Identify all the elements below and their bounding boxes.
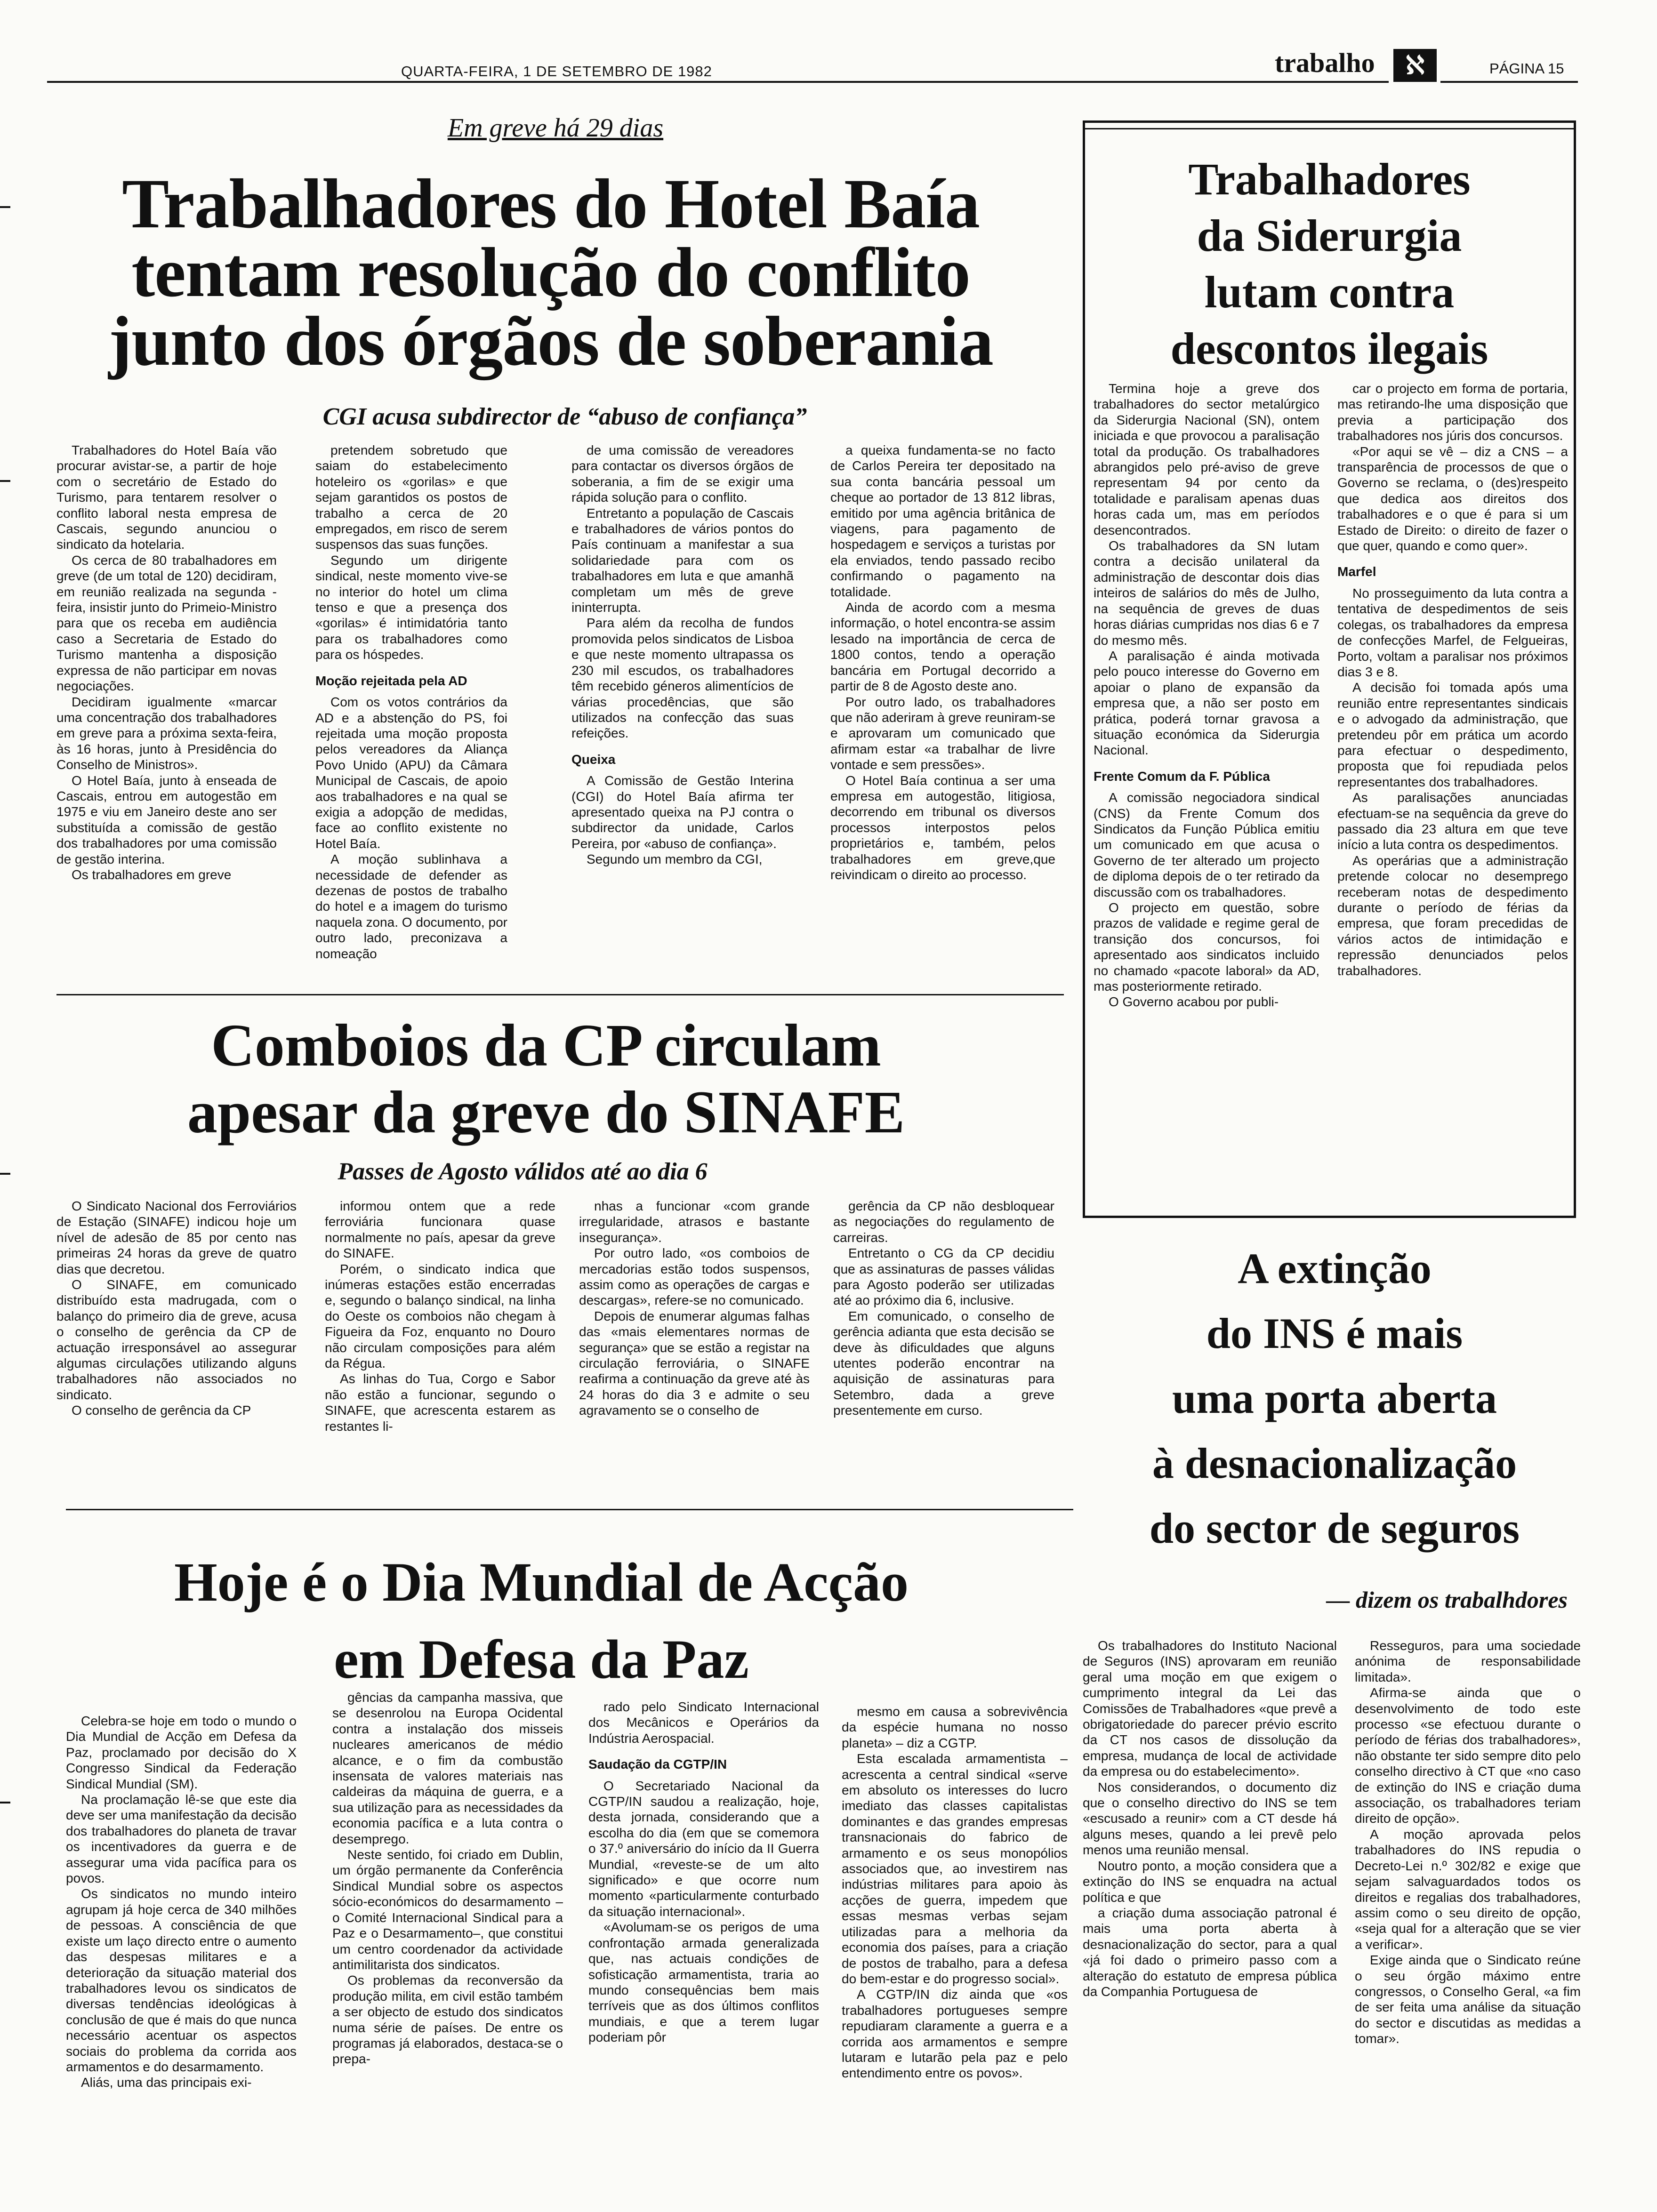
hotel-col-4 <box>830 442 1055 979</box>
paragraph: As linhas do Tua, Corgo e Sabor não estão a funcionar, segundo o SINAFE, que acrescenta estarem as restantes li- <box>325 1371 555 1434</box>
ins-deck: — dizem os trabalhdores <box>1326 1587 1568 1613</box>
siderurgia-col-2 <box>1337 381 1568 1209</box>
paragraph: Trabalhadores <box>1188 154 1471 204</box>
paragraph: pretendem sobretudo que saiam do estabelecimento hoteleiro os «gorilas» e que sejam garantidos os postos de trabalho a cerca de 20 empregados, em risco de serem suspensos das suas funções. <box>315 443 507 552</box>
paragraph: As paralisações anunciadas efectuam-se na sequência da greve do passado dia 23 altura em que teve início a luta contra os despedimentos. <box>1337 790 1568 852</box>
section-rule <box>66 1509 1073 1510</box>
hotel-col-2 <box>315 442 507 979</box>
paragraph: Os trabalhadores do Instituto Nacional de Seguros (INS) aprovaram em reunião geral uma moção em que exigem o cumprimento integral da Lei das Comissões de Trabalhadores «que prevê a obrigatoriedade do parecer prévio escrito da CT nos casos de dissolução da empresa, mudança de local de actividade da empresa ou do estabelecimento». <box>1083 1638 1337 1779</box>
paz-col-4 <box>842 1704 1068 2193</box>
hotel-deck: CGI acusa subdirector de “abuso de confiança” <box>322 403 807 430</box>
comboios-deck: Passes de Agosto válidos até ao dia 6 <box>338 1158 708 1185</box>
paragraph: a queixa fundamenta-se no facto de Carlos Pereira ter depositado na sua conta bancária pessoal um cheque ao portador de 13 812 libras, emitido por uma agência britânica de viagens, para pagamento de hospedagem e serviços a turistas por ela enviados, tendo passado recibo confirmando o pagamento na totalidade. <box>830 443 1055 599</box>
paragraph: Na proclamação lê-se que este dia deve ser uma manifestação da decisão dos trabalhadores do planeta de travar os incentivadores da guerra e de assegurar uma vida pacífica para os povos. <box>66 1792 297 1886</box>
paragraph: No prosseguimento da luta contra a tentativa de despedimentos de seis colegas, os trabalhadores da empresa de confecções Marfel, de Felgueiras, Porto, voltam a paralisar nos próximos dias 3 e 8. <box>1337 585 1568 679</box>
paragraph: Trabalhadores do Hotel Baía vão procurar avistar-se, a partir de hoje com o secretário de Estado do Turismo, para tentarem resolver o conflito laboral nesta empresa de Cascais, segundo anunciou o sindicato da hotelaria. <box>56 443 277 552</box>
paragraph: nhas a funcionar «com grande irregularidade, atrasos e bastante insegurança». <box>579 1199 810 1245</box>
paragraph: gerência da CP não desbloquear as negociações do regulamento de carreiras. <box>833 1199 1054 1245</box>
date-line: QUARTA-FEIRA, 1 DE SETEMBRO DE 1982 <box>401 63 712 80</box>
paz-col-2 <box>332 1690 563 2193</box>
paz-col-3 <box>588 1699 819 2193</box>
subhead-frente-comum: Frente Comum da F. Pública <box>1094 769 1270 784</box>
box-inner-rule <box>1085 123 1574 129</box>
paragraph: Nos considerandos, o documento diz que o conselho directivo do INS se tem «escusado a reunir» com a CT desde há alguns meses, quando a lei prevê pelo menos uma reunião mensal. <box>1083 1779 1337 1858</box>
paragraph: Os trabalhadores da SN lutam contra a decisão unilateral da administração de descontar dois dias inteiros de salários do mês de Julho, na sequência de greves de duas horas diárias cumpridas nos dias 6 e 7 do mesmo mês. <box>1094 538 1319 648</box>
paragraph: car o projecto em forma de portaria, mas retirando-lhe uma disposição que previa a participação dos trabalhadores nos júris dos concursos. <box>1337 381 1568 443</box>
paragraph: Esta escalada armamentista – acrescenta a central sindical «serve em absoluto os interesses do lucro imediato das classes capitalistas dominantes e das grandes empresas transnacionais do fabrico de armamento e os seus monopólios associados que, ao investirem nas indústrias militares para apoio às acções de guerra, impedem que essas mesmas verbas sejam utilizadas para a melhoria da economia dos países, para a criação de postos de trabalho, para a defesa do bem-estar e do progresso social». <box>842 1751 1068 1986</box>
paragraph: Decidiram igualmente «marcar uma concentração dos trabalhadores em greve para a próxima sexta-feira, às 16 horas, junto à Presidência do Conselho de Ministros». <box>56 694 277 772</box>
paragraph: uma porta aberta <box>1172 1374 1497 1422</box>
paragraph: Celebra-se hoje em todo o mundo o Dia Mundial de Acção em Defesa da Paz, proclamado por decisão do X Congresso Sindical da Federação Sindical Mundial (SM). <box>66 1714 297 1791</box>
paragraph: Segundo um dirigente sindical, neste momento vive-se no interior do hotel um clima tenso e que a presença dos «gorilas» é intimidatória tanto para os trabalhadores como para os hóspedes. <box>315 553 507 662</box>
paragraph: Afirma-se ainda que o desenvolvimento de todo este processo «se efectuou durante o período de férias dos trabalhadores», não obstante ter sido sempre dito pelo conselho directivo à CT que «no caso de extinção do INS e criação duma associação, os trabalhadores teriam direito de opção». <box>1355 1685 1581 1826</box>
paragraph: A moção sublinhava a necessidade de defender as dezenas de postos de trabalho do hotel e a imagem do turismo naquela zona. O documento, por outro lado, preconizava a nomeação <box>315 852 507 961</box>
comboios-article <box>0 1002 1083 1501</box>
subhead-saudacao-cgtp: Saudação da CGTP/IN <box>588 1757 727 1772</box>
paragraph: A moção aprovada pelos trabalhadores do INS repudia o Decreto-Lei n.º 302/82 e exige que sejam salvaguardados todos os direitos e regalias dos trabalhadores, assim como o seu direito de opção, «seja qual for a alteração que se vier a verificar». <box>1355 1827 1581 1952</box>
paragraph: Os sindicatos no mundo inteiro agrupam já hoje cerca de 340 milhões de pessoas. A consciência de que existe um laço directo entre o aumento das despesas militares e a deterioração da situação material dos trabalhadores levou os sindicatos de diversas tendências ideológicas à conclusão de que é mais do que nunca necessário acentuar os aspectos sociais do problema da corrida aos armamentos e do desarmamento. <box>66 1886 297 2074</box>
paragraph: Porém, o sindicato indica que inúmeras estações estão encerradas e, segundo o balanço sindical, na linha do Oeste os comboios não chegam à Figueira da Foz, enquanto no Douro não circulam composições para além da Régua. <box>325 1261 555 1371</box>
paragraph: Segundo um membro da CGI, <box>587 852 763 867</box>
paragraph: O Secretariado Nacional da CGTP/IN saudou a realização, hoje, desta jornada, considerando que a escolha do dia (em que se comemora o 37.º aniversário do início da II Guerra Mundial, «reveste-se de um alto significado» e que ocorre num momento «particularmente conturbado da situação internacional». <box>588 1778 819 1919</box>
page-number: PÁGINA 15 <box>1489 60 1564 77</box>
hotel-col-1 <box>56 442 277 979</box>
paragraph: do sector de seguros <box>1149 1504 1520 1552</box>
paragraph: O SINAFE, em comunicado distribuído esta madrugada, com o balanço do primeiro dia de greve, acusa o conselho de gerência da CP de actuação irresponsável ao assegurar algumas circulações utilizando alguns trabalhadores não associados no sindicato. <box>56 1277 297 1402</box>
paragraph: Trabalhadores do Hotel Baía <box>122 165 980 243</box>
paragraph: Noutro ponto, a moção considera que a extinção do INS se enquadra na actual política e que <box>1083 1858 1337 1905</box>
paragraph: Termina hoje a greve dos trabalhadores do sector metalúrgico da Siderurgia Nacional (SN), ontem iniciada e que provocou a paralisação total da produção. Os trabalhadores abrangidos pelo pré-aviso de greve representam 94 por cento da totalidade e paralisam apenas duas horas cada um, mas em períodos desencontrados. <box>1094 381 1319 537</box>
section-rule <box>56 994 1064 995</box>
paper-name: trabalho <box>1275 48 1375 78</box>
comboios-col-1 <box>56 1198 297 1490</box>
paragraph: da Siderurgia <box>1197 210 1462 261</box>
paragraph: Os cerca de 80 trabalhadores em greve (de um total de 120) decidiram, em reunião realizada na segunda - feira, insistir junto do Primeio-Ministro para que os receba em audiência caso a Secretaria de Estado do Turismo mantenha a disposição expressa de não participar em novas negociações. <box>56 553 277 694</box>
paragraph: A extinção <box>1238 1244 1432 1292</box>
paragraph: em Defesa da Paz <box>334 1628 749 1690</box>
paragraph: «Avolumam-se os perigos de uma confrontação armada generalizada que, nas actuais condições de sofisticação armamentista, traria ao mundo consequências bem mais terríveis que as dos últimos conflitos mundiais, e que a terem lugar poderiam pôr <box>588 1920 819 2045</box>
subhead-marfel: Marfel <box>1337 564 1376 579</box>
paragraph: O Hotel Baía, junto à enseada de Cascais, entrou em autogestão em 1975 e viu em Janeiro deste ano ser substituída a comissão de gestão dos trabalhadores por uma comissão de gestão interina. <box>56 773 277 866</box>
paragraph: A CGTP/IN diz ainda que «os trabalhadores portugueses sempre repudiaram claramente a guerra e a corrida aos armamentos e sempre lutaram e lutarão pela paz e pelo entendimento entre os povos». <box>842 1987 1068 2081</box>
paragraph: Depois de enumerar algumas falhas das «mais elementares normas de segurança» que se estão a registar na circulação ferroviária, o SINAFE reafirma a continuação da greve até às 24 horas do dia 3 e admite o seu agravamento se o conselho de <box>579 1308 810 1418</box>
paragraph: Para além da recolha de fundos promovida pelos sindicatos de Lisboa e que neste momento ultrapassa os 230 mil escudos, os trabalhadores têm recebido géneros alimentícios de várias procedências, que são utilizados na confecção das suas refeições. <box>571 616 794 741</box>
hotel-col-3 <box>571 442 794 979</box>
comboios-col-3 <box>579 1198 810 1490</box>
siderurgia-headline <box>1094 151 1564 377</box>
hotel-kicker: Em greve há 29 dias <box>447 113 664 143</box>
paragraph: O Sindicato Nacional dos Ferroviários de Estação (SINAFE) indicou hoje um nível de adesão de 85 por cento nas primeiras 24 horas da greve de quatro dias que decretou. <box>56 1199 297 1276</box>
ins-col-1 <box>1083 1638 1337 2193</box>
paragraph: «Por aqui se vê – diz a CNS – a transparência de processos de que o Governo se reclama, o (des)respeito que dedica aos direitos dos trabalhadores e o que é para si um Estado de Direito: o direito de fazer o que quer, quando e como quer». <box>1337 444 1568 553</box>
paragraph: O Governo acabou por publi- <box>1109 994 1279 1010</box>
paragraph: A Comissão de Gestão Interina (CGI) do Hotel Baía afirma ter apresentado queixa na PJ contra o subdirector da unidade, Carlos Pereira, por «abuso de confiança». <box>571 773 794 851</box>
paragraph: rado pelo Sindicato Internacional dos Mecânicos e Operários da Indústria Aerospacial. <box>588 1699 819 1746</box>
ins-article <box>1078 1224 1591 2203</box>
paragraph: A comissão negociadora sindical (CNS) da Frente Comum dos Sindicatos da Função Pública emitiu um comunicado em que acusa o Governo de ter alterado um projecto de diploma depois de o ter retirado da discussão com os trabalhadores. <box>1094 790 1319 899</box>
paragraph: Comboios da CP circulam <box>211 1012 881 1079</box>
paz-headline <box>113 1544 970 1698</box>
paragraph: As operárias que a administração pretende colocar no desemprego receberam notas de despedimento durante o período de férias da empresa, que foram precedidas de vários actos de intimidação e repressão denunciados pelos trabalhadores. <box>1337 853 1568 978</box>
paragraph: A decisão foi tomada após uma reunião entre representantes sindicais e o advogado da administração, que pretendeu pôr em prática um acordo para efectuar o despedimento, proposta que foi repudiada pelos representantes dos trabalhadores. <box>1337 680 1568 789</box>
siderurgia-box <box>1083 120 1576 1218</box>
paragraph: gências da campanha massiva, que se desenrolou na Europa Ocidental contra a instalação dos misseis nucleares americanos de médio alcance, e o fim da combustão insensata de valores materiais nas caldeiras da máquina de guerra, e a sua utilização para as necessidades da economia pacífica e a luta contra o desemprego. <box>332 1690 563 1846</box>
comboios-col-2 <box>325 1198 555 1490</box>
paragraph: Exige ainda que o Sindicato reúne o seu órgão máximo entre congressos, o Conselho Geral, «a fim de ser feita uma análise da situação do sector e discutidas as medidas a tomar». <box>1355 1953 1581 2046</box>
masthead-rule-right <box>1440 81 1578 83</box>
paragraph: Entretanto a população de Cascais e trabalhadores de vários pontos do País continuam a manifestar a sua solidariedade para com os trabalhadores em luta e que amanhã completam um mês de greve ininterrupta. <box>571 505 794 615</box>
paz-col-1 <box>66 1713 297 2193</box>
ins-col-2 <box>1355 1638 1581 2193</box>
comboios-col-4 <box>833 1198 1054 1490</box>
siderurgia-col-1 <box>1094 381 1319 1209</box>
paragraph: Por outro lado, «os comboios de mercadorias estão todos suspensos, assim como as operações de cargas e descargas», refere-se no comunicado. <box>579 1246 810 1308</box>
paragraph: Em comunicado, o conselho de gerência adianta que esta decisão se deve às dificuldades que alguns utentes poderão encontrar na aquisição de assinaturas para Setembro, dada a greve presentemente em curso. <box>833 1308 1054 1418</box>
paragraph: Entretanto o CG da CP decidiu que as assinaturas de passes válidas para Agosto poderão ser utilizadas até ao próximo dia 6, inclusive. <box>833 1246 1054 1308</box>
paragraph: Resseguros, para uma sociedade anónima de responsabilidade limitada». <box>1355 1638 1581 1684</box>
ins-headline <box>1097 1236 1572 1561</box>
paragraph: Aliás, uma das principais exi- <box>81 2075 252 2090</box>
paragraph: a criação duma associação patronal é mais uma porta aberta à desnacionalização do sector, para a qual «já foi dado o primeiro passo com a alteração do estatuto de empresa pública da Companhia Portuguesa de <box>1083 1905 1337 1999</box>
paragraph: O projecto em questão, sobre prazos de validade e regime geral de transição dos concursos, foi apresentado aos sindicatos incluido no chamado «pacote laboral» da AD, mas posteriormente retirado. <box>1094 900 1319 994</box>
paragraph: O Hotel Baía continua a ser uma empresa em autogestão, litigiosa, decorrendo em tribunal os diversos processos interpostos pelos proprietários e, também, pelos trabalhadores em greve,que reivindicam o direito ao processo. <box>830 773 1055 882</box>
paragraph: A paralisação é ainda motivada pelo pouco interesse do Governo em apoiar o plano de expansão da empresa que, a não ser posto em prática, poderá tornar gravosa a situação económica da Siderurgia Nacional. <box>1094 648 1319 758</box>
paragraph: de uma comissão de vereadores para contactar os diversos órgãos de soberania, a fim de se exigir uma rápida solução para o conflito. <box>571 443 794 505</box>
paragraph: Os trabalhadores em greve <box>72 867 232 882</box>
paragraph: Com os votos contrários da AD e a abstenção do PS, foi rejeitada uma moção proposta pelos vereadores da Aliança Povo Unido (APU) da Câmara Municipal de Cascais, de apoio aos trabalhadores e na qual se exigia a adopção de medidas, face ao conflito existente no Hotel Baía. <box>315 695 507 851</box>
paragraph: Hoje é o Dia Mundial de Acção <box>174 1551 909 1613</box>
paragraph: à desnacionalização <box>1152 1439 1517 1487</box>
paragraph: Ainda de acordo com a mesma informação, o hotel encontra-se assim lesado na importância de cerca de 1800 contos, tendo a operação bancária em Portugal decorrido a partir de 8 de Agosto deste ano. <box>830 600 1055 694</box>
paper-logo-icon: ℵ <box>1393 49 1437 82</box>
paragraph: Os problemas da reconversão da produção milita, em civil estão também a ser objecto de estudo dos sindicatos numa série de países. De entre os programas já elaborados, destaca-se o prepa- <box>332 1973 563 2067</box>
hotel-headline <box>56 165 1045 380</box>
paragraph: junto dos órgãos de soberania <box>108 302 993 380</box>
paragraph: informou ontem que a rede ferroviária funcionara quase normalmente no país, apesar da greve do SINAFE. <box>325 1199 555 1261</box>
paragraph: lutam contra <box>1204 267 1455 317</box>
paragraph: descontos ilegais <box>1170 323 1488 374</box>
paragraph: mesmo em causa a sobrevivência da espécie humana no nosso planeta» – diz a CGTP. <box>842 1704 1068 1750</box>
paragraph: apesar da greve do SINAFE <box>187 1079 905 1146</box>
comboios-headline <box>122 1012 970 1146</box>
hotel-article <box>0 0 1092 998</box>
paragraph: do INS é mais <box>1206 1309 1463 1357</box>
paragraph: Neste sentido, foi criado em Dublin, um órgão permanente da Conferência Sindical Mundial sobre os aspectos sócio-económicos do desarmamento – o Comité Internacional Sindical para a Paz e o Desarmamento–, que constitui um centro coordenador da actividade antimilitarista dos sindicatos. <box>332 1847 563 1972</box>
subhead-mocao: Moção rejeitada pela AD <box>315 673 467 688</box>
paragraph: tentam resolução do conflito <box>131 233 970 312</box>
paragraph: Por outro lado, os trabalhadores que não aderiram à greve reuniram-se e aprovaram um comunicado que afirmam estar «a trabalhar de livre vontade e sem pressões». <box>830 694 1055 772</box>
subhead-queixa: Queixa <box>571 752 616 767</box>
paz-article <box>0 1515 1083 2203</box>
paragraph: O conselho de gerência da CP <box>72 1403 251 1418</box>
